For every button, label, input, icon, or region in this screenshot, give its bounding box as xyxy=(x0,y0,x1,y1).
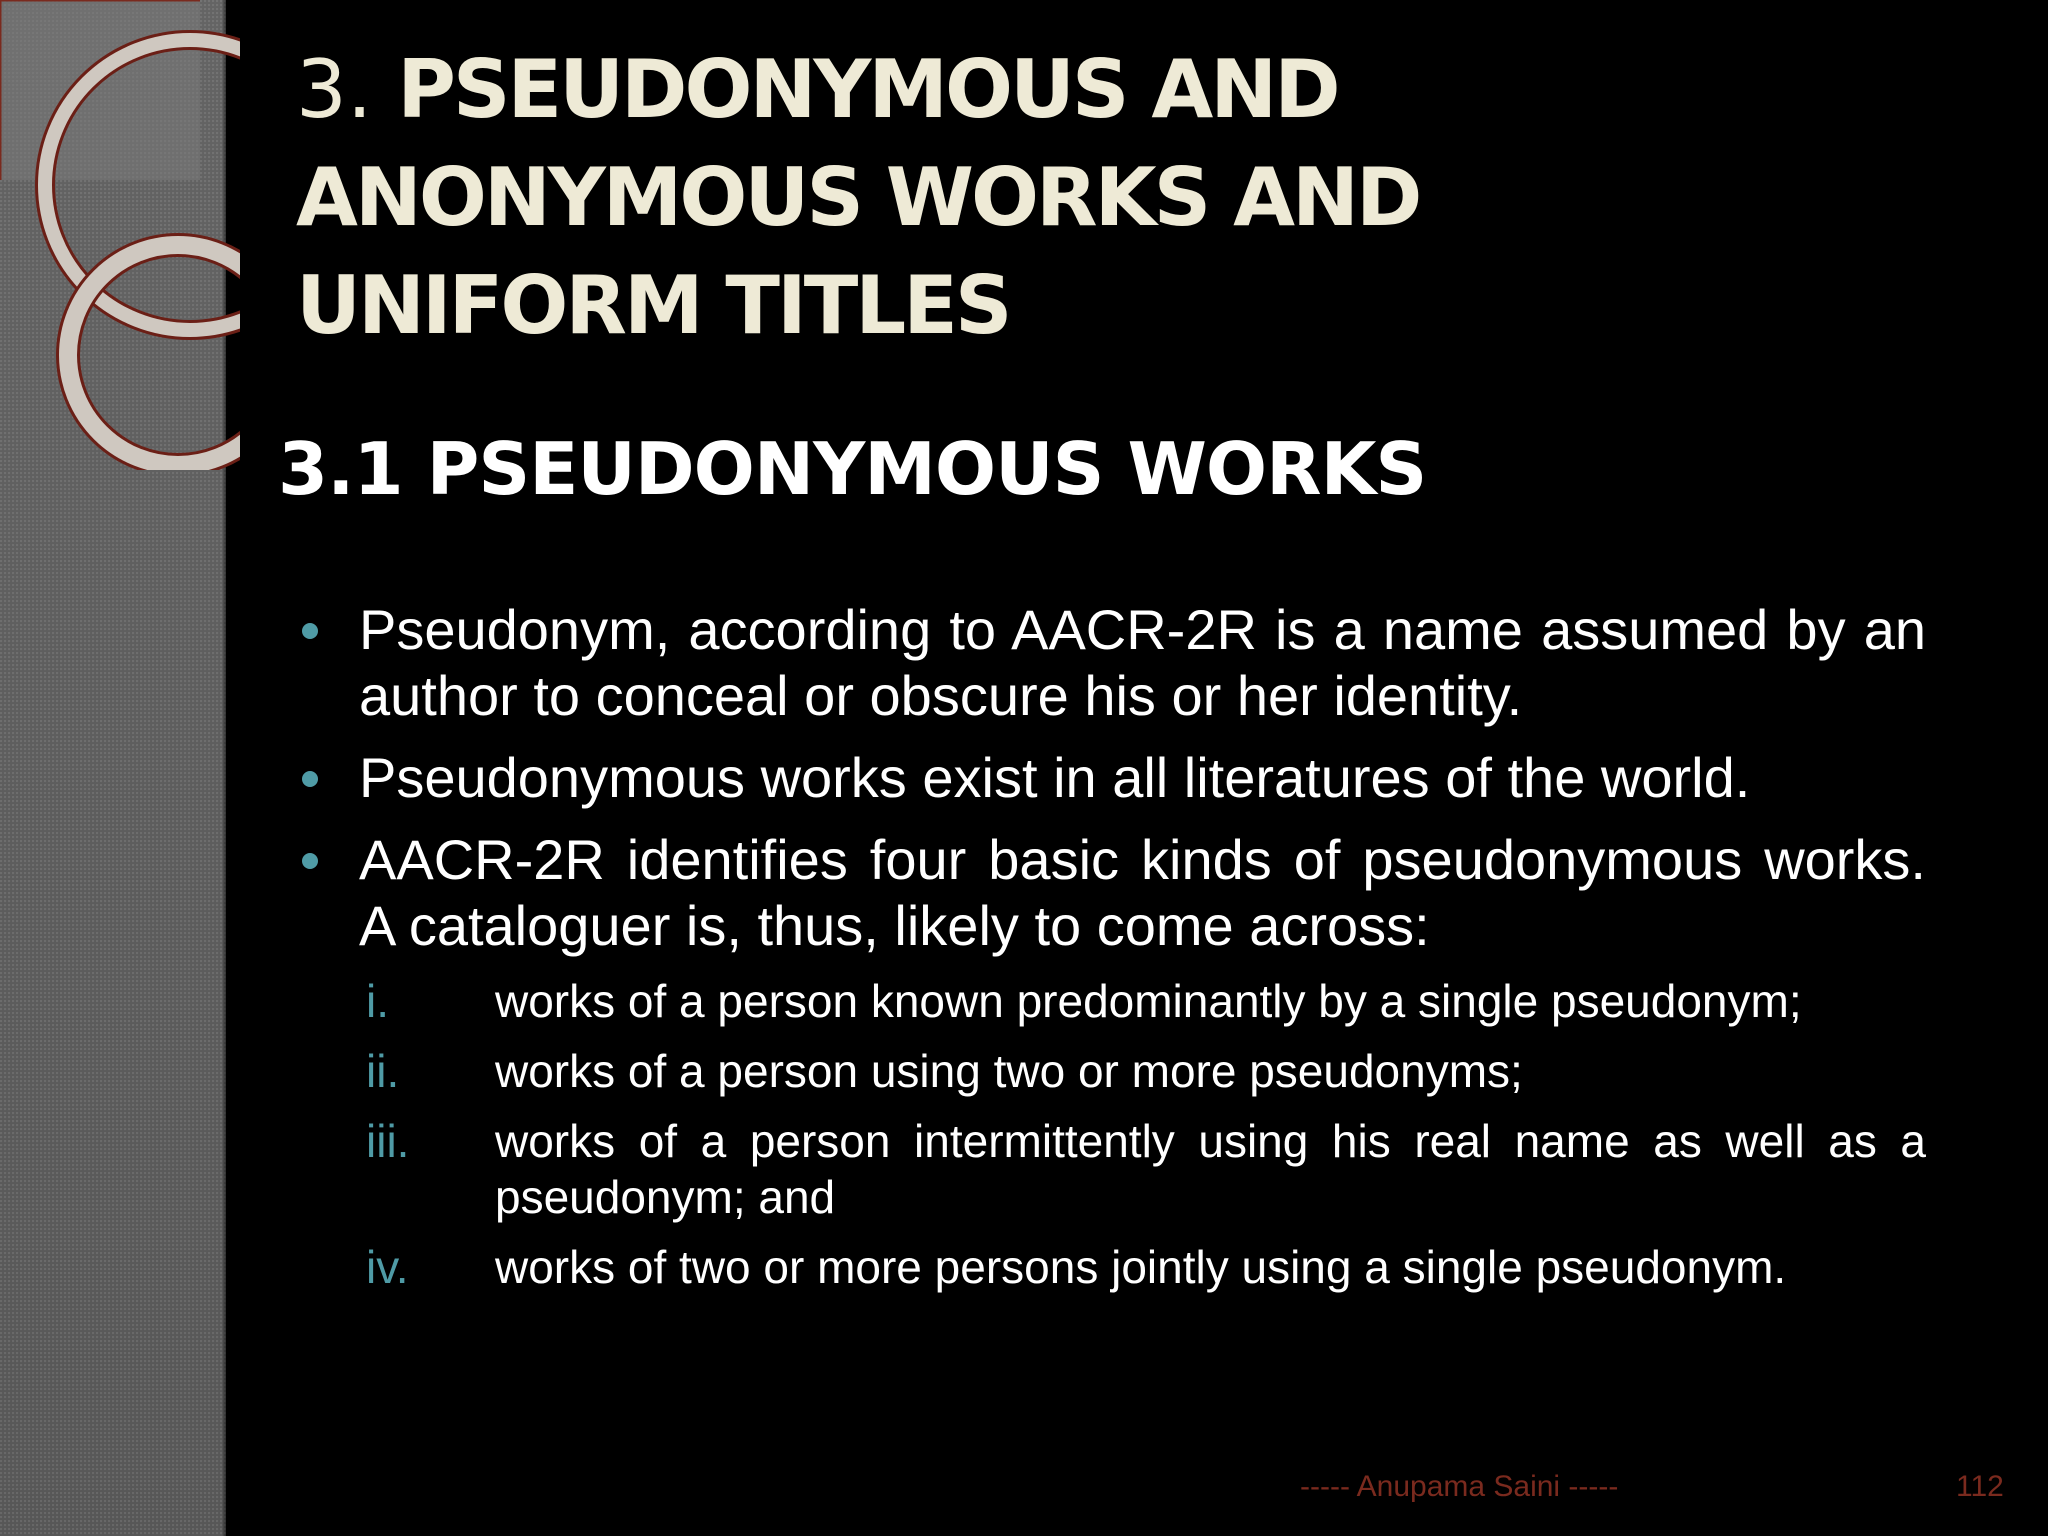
slide-title xyxy=(296,36,1996,360)
sub-list-item xyxy=(300,973,1926,1029)
bullet-dot-icon xyxy=(302,771,318,787)
roman-numeral-marker: iii. xyxy=(366,1115,410,1167)
sub-list-wrapper xyxy=(300,973,1926,1295)
section-heading xyxy=(278,424,1426,514)
bullet-text: AACR-2R identifies four basic kinds of pseudonymous works. A cataloguer is, thus, likely to come across: xyxy=(359,828,1926,957)
decorative-ring-small xyxy=(68,245,240,465)
sub-list-item xyxy=(300,1113,1926,1225)
bullet-text: Pseudonymous works exist in all literatures of the world. xyxy=(359,746,1751,809)
bullet-dot-icon xyxy=(302,623,318,639)
pseudonym-kinds-list xyxy=(300,973,1926,1295)
bullet-dot-icon xyxy=(302,853,318,869)
roman-numeral-marker: iv. xyxy=(366,1241,409,1293)
sub-list-text: works of a person using two or more pseudonyms; xyxy=(495,1045,1523,1097)
bullet-list xyxy=(300,597,1926,1309)
title-line-1: PSEUDONYMOUS AND xyxy=(397,43,1338,136)
sub-list-text: works of two or more persons jointly using a single pseudonym. xyxy=(495,1241,1787,1293)
bullet-text: Pseudonym, according to AACR-2R is a name assumed by an author to conceal or obscure his or her identity. xyxy=(359,598,1926,727)
sub-list-item xyxy=(300,1043,1926,1099)
bullet-item xyxy=(300,827,1926,959)
bullet-item xyxy=(300,745,1926,811)
section-number: 3.1 xyxy=(278,427,403,511)
decorative-rings-graphic xyxy=(0,0,240,470)
sub-list-item xyxy=(300,1239,1926,1295)
title-number: 3. xyxy=(296,43,373,136)
title-line-3: UNIFORM TITLES xyxy=(296,259,1010,352)
sub-list-text: works of a person known predominantly by a single pseudonym; xyxy=(495,975,1802,1027)
section-title: PSEUDONYMOUS WORKS xyxy=(426,427,1427,511)
sub-list-text: works of a person intermittently using his real name as well as a pseudonym; and xyxy=(495,1115,1926,1223)
bullet-item xyxy=(300,597,1926,729)
title-line-2: ANONYMOUS WORKS AND xyxy=(296,151,1420,244)
decorative-square xyxy=(0,0,200,180)
footer-author: ----- Anupama Saini ----- xyxy=(1300,1470,1619,1503)
page-number: 112 xyxy=(1956,1470,2004,1503)
roman-numeral-marker: ii. xyxy=(366,1045,400,1097)
roman-numeral-marker: i. xyxy=(366,975,389,1027)
